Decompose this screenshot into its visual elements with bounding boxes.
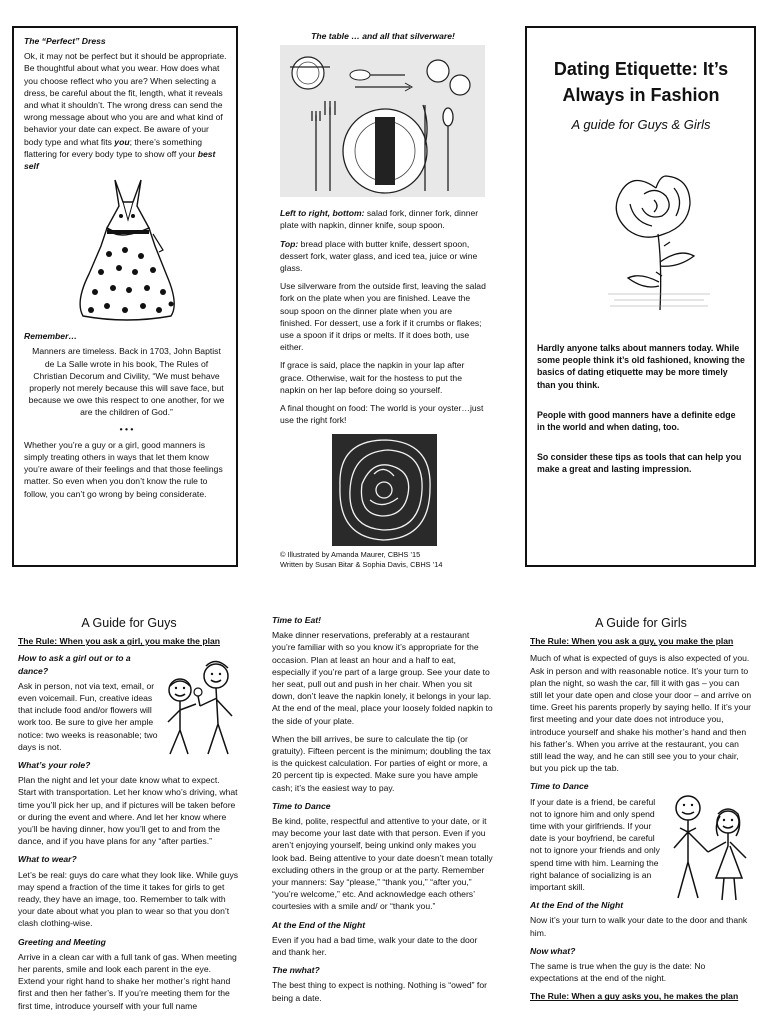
dance-body: Be kind, polite, respectful and attentive to your date, or it may become your last date with that person. Even if you aren’t enjoying yourself, being unkind only makes you look bad. Being attentive to your date doesn’t mean totally excluding others in the group or at the party. Remember your manners: Say “please,” “thank you,” “after you,” “you’re welcome,” etc. And acknowledge each others’ courtesies with a smile and/ or “thank you.” <box>272 816 493 912</box>
eat-heading: Time to Eat! <box>272 615 322 625</box>
remember-heading: Remember… <box>24 331 78 342</box>
guys-stick-figures <box>162 658 240 758</box>
wear-body: Let’s be real: guys do care what they look like. While guys may spend a fraction of the time it takes for girls to get ready, they have an image, too. Remember to talk with your date about what you plan to wear so that you don’t clash clothing-wise. <box>18 869 239 929</box>
wear-heading: What to wear? <box>18 854 77 865</box>
role-body: Plan the night and let your date know what to expect. Start with transportation. Let her know who’s driving, what time you’ll pick her up, and if pictures will be taken before or during the event and where. And let her know where you’ll be having dinner, how you’ll get to and from the dance, and if you have plans for any “after parties.” <box>18 775 238 847</box>
cover-para-1: Hardly anyone talks about manners today. While some people think it’s old fashioned, knowing the basics of dating etiquette may be more timely than you think. <box>537 343 745 390</box>
cover-title: Dating Etiquette: It’s Always in Fashion <box>553 59 729 105</box>
end-night-heading: At the End of the Night <box>272 919 366 930</box>
guys-column <box>18 617 240 1018</box>
eat-body: Make dinner reservations, preferably at a restaurant you’re familiar with so you know it’s appropriate for the occasion. Plan at least an hour and a half to eat, especially if you’re part of a large group. See your date to her seat, pull out and push in her chair. When you sit down, don’t leave the napkin lonely, it belongs in your lap. At the end of the meal, place your loosely folded napkin to the side of your plate. <box>272 630 493 726</box>
ask-heading: How to ask a girl out or to a dance? <box>18 653 131 676</box>
rose-sketch <box>332 434 437 546</box>
girls-dance-body: If your date is a friend, be careful not to ignore him and only spend time with your girlfriends. If your date is your boyfriend, be careful not to ignore your friends and only spend time with him. Learning the right balance of socializing is an important skill. <box>530 796 660 893</box>
ask-body: Ask in person, not via text, email, or even voicemail. Fun, creative ideas that include food and/or flowers will work too. Be sure to give her ample notice: two weeks is reasonable; two days is not. <box>18 680 158 752</box>
top-caption: Top: bread place with butter knife, dessert spoon, dessert fork, water glass, and iced tea, juice or wine glass. <box>280 238 478 274</box>
silverware-tip: Use silverware from the outside first, leaving the salad fork on the plate when you are finished. Leave the soup spoon on the dinner plate when you are finished. For dessert, use a fork if it crumbs or flakes; use a spoon if it drips or melts. If it does both, use either. <box>280 281 486 353</box>
end-night-body: Even if you had a bad time, walk your date to the door and thank her. <box>272 934 478 958</box>
grace-tip: If grace is said, place the napkin in your lap after grace. Otherwise, wait for the hostess to put the napkin on her lap before doing so yourself. <box>280 360 465 395</box>
girls-intro: Much of what is expected of guys is also expected of you. Ask in person and with reasonable notice. It’s your turn to plan the night, so wash the car, fill it with gas – you can still let your date open and close your door – and arrive on time. Greet his parents properly by saying hello. If it’s your first meeting and your date does not introduce you, introduce yourself and shake his mother’s hand and then his father’s. When you arrive at the restaurant, you can still lead the way, and he can still see you to your chair, but you pick up the tab. <box>530 653 752 774</box>
cover-para-2: People with good manners have a definite edge in the world and when dating, too. <box>537 409 736 433</box>
dress-body: Ok, it may not be perfect but it should be appropriate. Be thoughtful about what you wear. How does what you choose reflect who you are? When selecting a dress, be careful about the fit, length, what it reveals and what it shouldn’t. The wrong dress can send the wrong message about who you are and what kind of behavior your date can expect. Be aware of your body type and what fits you; there’s something flattering for every body type to show off your best self <box>24 51 227 172</box>
girls-title: A Guide for Girls <box>595 616 687 630</box>
girls-stick-figures <box>666 786 752 906</box>
dance-heading: Time to Dance <box>272 800 331 811</box>
separator-dots: • • • <box>119 423 134 434</box>
girls-column <box>530 617 752 1008</box>
cover-rose-illustration <box>573 164 745 312</box>
bill-body: When the bill arrives, be sure to calculate the tip (or gratuity). Fifteen percent is the minimum; doubling the tax is the quickest calculation. For parties of eight or more, a 20 percent tip is expected. Make sure you have ample cash; it’s the easiest way to pay. <box>272 733 491 793</box>
greeting-body: Arrive in a clean car with a full tank of gas. When meeting her parents, smile and look each parent in the eye. Extend your right hand to shake her mother’s right hand first and then her father’s. If you’re meeting them for the first time, introduce yourself with your full name <box>18 951 237 1011</box>
illustrator-credit: © Illustrated by Amanda Maurer, CBHS ’15 <box>280 550 421 560</box>
girls-now-body: The same is true when the guy is the date: No expectations at the end of the night. <box>530 961 706 984</box>
cover-subtitle: A guide for Guys & Girls <box>571 117 711 132</box>
table-setting-illustration <box>280 45 485 197</box>
then-what-heading: The nwhat? <box>272 965 320 976</box>
guys-rule: The Rule: When you ask a girl, you make the plan <box>18 636 220 647</box>
dress-illustration <box>24 176 229 326</box>
dress-heading: The “Perfect” Dress <box>24 36 106 46</box>
table-heading: The table … and all that silverware! <box>311 31 455 41</box>
girls-dance-heading: Time to Dance <box>530 781 589 792</box>
final-thought: A final thought on food: The world is your oyster…just use the right fork! <box>280 403 484 426</box>
greeting-heading: Greeting and Meeting <box>18 936 106 947</box>
girls-rule-2: The Rule: When a guy asks you, he makes the plan <box>530 991 739 1002</box>
girls-now-heading: Now what? <box>530 945 576 956</box>
dress-column <box>24 35 229 506</box>
cover-para-3: So consider these tips as tools that can help you make a great and lasting impression. <box>537 452 742 475</box>
bottom-caption: Left to right, bottom: salad fork, dinner fork, dinner plate with napkin, dinner knife, soup spoon. <box>280 208 479 231</box>
writer-credit: Written by Susan Bitar & Sophia Davis, CBHS ’14 <box>280 560 443 570</box>
girls-rule: The Rule: When you ask a guy, you make the plan <box>530 636 734 647</box>
then-what-body: The best thing to expect is nothing. Nothing is “owed” for being a date. <box>272 980 487 1003</box>
girls-end-body: Now it’s your turn to walk your date to the door and thank him. <box>530 915 748 938</box>
remember-body: Manners are timeless. Back in 1703, John Baptist de La Salle wrote in his book, The Rules of Christian Decorum and Civility, “We must behave properly not merely because this will save face, but because we owe this respect to one another, for we are the children of God.” <box>28 346 225 418</box>
table-column <box>280 30 486 576</box>
closing-body: Whether you’re a guy or a girl, good manners is simply treating others in ways that let them know you’re aware of their feelings and that those feelings matter. So even when you don’t know the rule to follow, you can’t go wrong by being considerate. <box>24 439 223 499</box>
girls-end-heading: At the End of the Night <box>530 900 624 911</box>
role-heading: What’s your role? <box>18 760 91 771</box>
cover-column <box>537 56 745 482</box>
middle-column <box>272 614 494 1010</box>
guys-title: A Guide for Guys <box>81 616 177 630</box>
